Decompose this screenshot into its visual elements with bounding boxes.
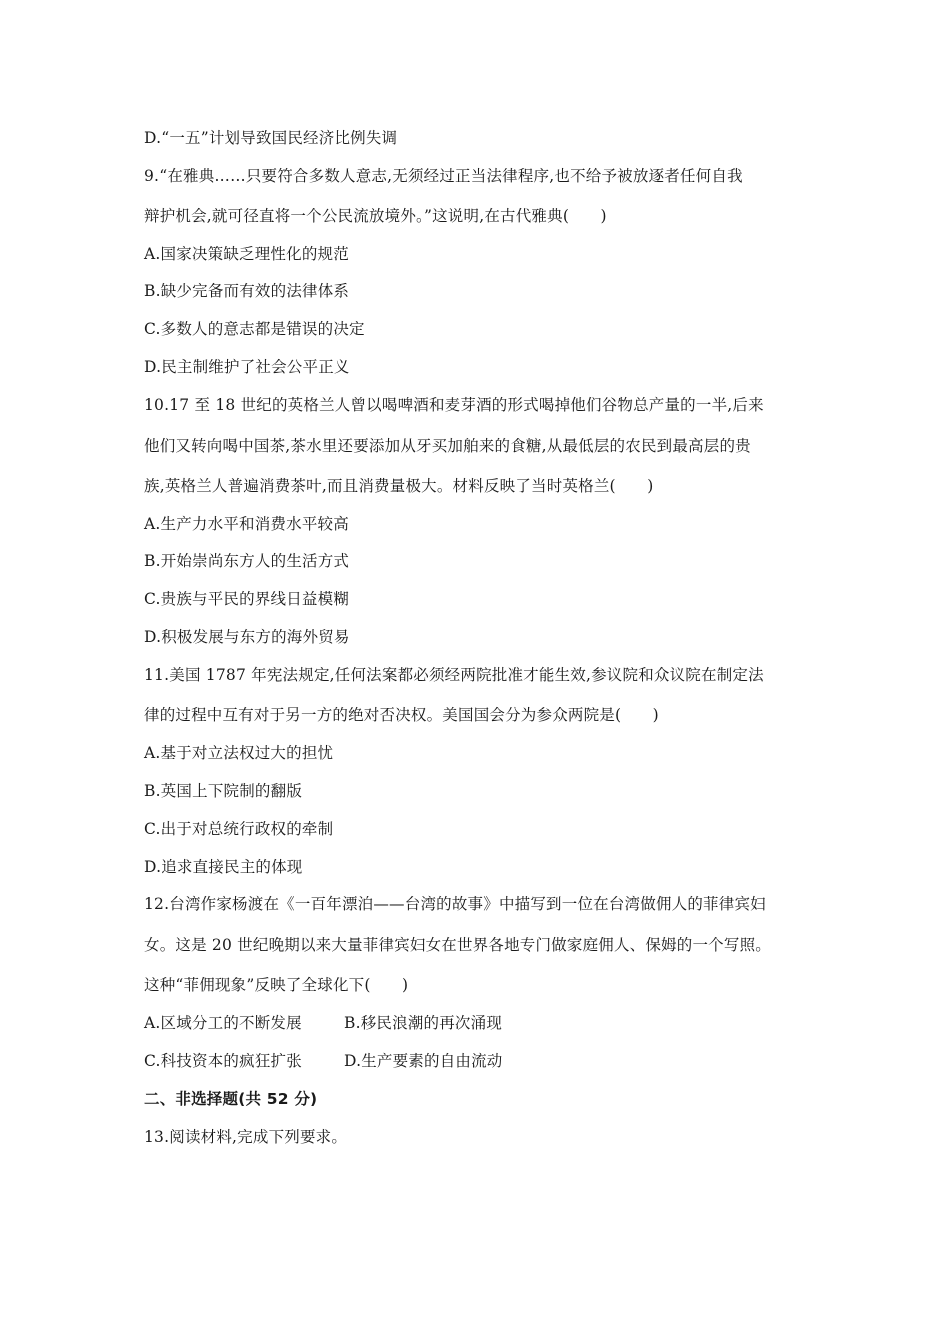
q9-option-d: D.民主制维护了社会公平正义 (144, 358, 350, 376)
q11-option-d: D.追求直接民主的体现 (144, 858, 303, 876)
q11-stem-line1: 11.美国 1787 年宪法规定,任何法案都必须经两院批准才能生效,参议院和众议院在制定法 (144, 666, 764, 684)
q12-stem-line1: 12.台湾作家杨渡在《一百年漂泊——台湾的故事》中描写到一位在台湾做佣人的菲律宾妇 (144, 895, 766, 913)
q11-option-c: C.出于对总统行政权的牵制 (144, 820, 334, 838)
q10-stem-line2: 他们又转向喝中国茶,茶水里还要添加从牙买加舶来的食糖,从最低层的农民到最高层的贵 (144, 437, 751, 455)
q9-option-c: C.多数人的意志都是错误的决定 (144, 320, 365, 338)
q10-option-b: B.开始崇尚东方人的生活方式 (144, 552, 350, 570)
q10-option-a: A.生产力水平和消费水平较高 (144, 515, 349, 533)
q12-option-d: D.生产要素的自由流动 (344, 1052, 503, 1070)
q9-stem-line2: 辩护机会,就可径直将一个公民流放境外。”这说明,在古代雅典( ) (144, 207, 607, 225)
q10-option-c: C.贵族与平民的界线日益模糊 (144, 590, 350, 608)
q12-option-c: C.科技资本的疯狂扩张 (144, 1052, 302, 1070)
q10-option-d: D.积极发展与东方的海外贸易 (144, 628, 350, 646)
q13-stem-line1: 13.阅读材料,完成下列要求。 (144, 1128, 348, 1146)
q12-option-b: B.移民浪潮的再次涌现 (344, 1014, 503, 1032)
q9-stem-line1: 9.“在雅典……只要符合多数人意志,无须经过正当法律程序,也不给予被放逐者任何自我 (144, 167, 743, 185)
q9-option-a: A.国家决策缺乏理性化的规范 (144, 245, 349, 263)
q11-stem-line2: 律的过程中互有对于另一方的绝对否决权。美国国会分为参众两院是( ) (144, 706, 659, 724)
q10-stem-line3: 族,英格兰人普遍消费茶叶,而且消费量极大。材料反映了当时英格兰( ) (144, 477, 654, 495)
q11-option-a: A.基于对立法权过大的担忧 (144, 744, 334, 762)
q12-stem-line3: 这种“菲佣现象”反映了全球化下( ) (144, 976, 409, 994)
q8-option-d: D.“一五”计划导致国民经济比例失调 (144, 129, 398, 147)
q12-option-a: A.区域分工的不断发展 (144, 1014, 302, 1032)
q10-stem-line1: 10.17 至 18 世纪的英格兰人曾以喝啤酒和麦芽酒的形式喝掉他们谷物总产量的一半,后来 (144, 396, 764, 414)
q11-option-b: B.英国上下院制的翻版 (144, 782, 303, 800)
q12-options-row1 (144, 1013, 814, 1033)
q9-option-b: B.缺少完备而有效的法律体系 (144, 282, 350, 300)
section-heading-non-choice: 二、非选择题(共 52 分) (144, 1090, 318, 1108)
q12-options-row2 (144, 1051, 814, 1071)
q12-stem-line2: 女。这是 20 世纪晚期以来大量菲律宾妇女在世界各地专门做家庭佣人、保姆的一个写照。 (144, 936, 771, 954)
